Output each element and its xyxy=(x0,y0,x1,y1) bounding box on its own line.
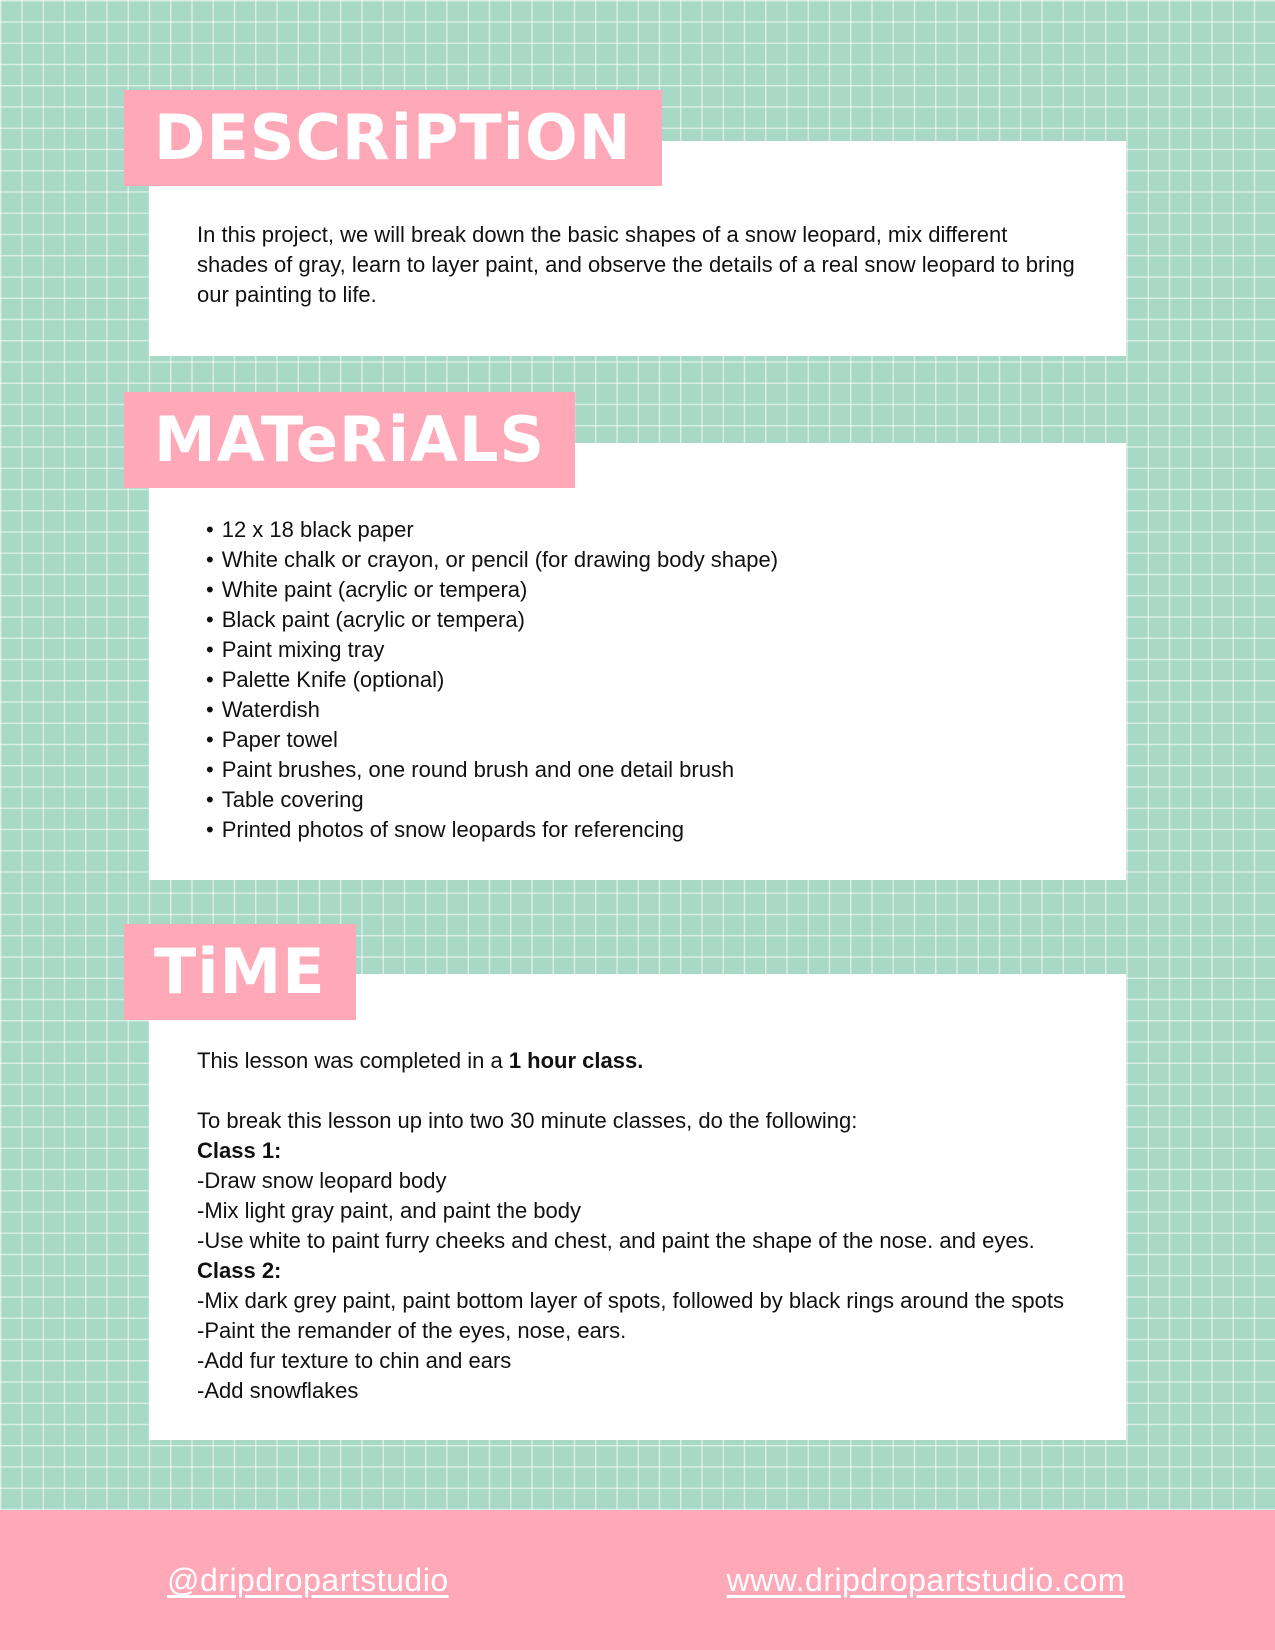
class2-step: -Add fur texture to chin and ears xyxy=(197,1348,512,1373)
list-item: • Paint mixing tray xyxy=(206,635,1078,665)
time-heading: TiME xyxy=(124,924,356,1020)
class2-step: -Paint the remander of the eyes, nose, ears. xyxy=(197,1318,627,1343)
list-item: • White chalk or crayon, or pencil (for drawing body shape) xyxy=(206,545,1078,575)
list-item: • Paper towel xyxy=(206,725,1078,755)
spacer xyxy=(197,1076,1078,1106)
website-link[interactable]: www.dripdropartstudio.com xyxy=(726,1562,1125,1598)
time-card xyxy=(149,974,1126,1440)
time-break-intro: To break this lesson up into two 30 minute classes, do the following: xyxy=(197,1108,858,1133)
class1-step: -Use white to paint furry cheeks and chest, and paint the shape of the nose. and eyes. xyxy=(197,1228,1035,1253)
list-item: • Paint brushes, one round brush and one detail brush xyxy=(206,755,1078,785)
class2-label: Class 2: xyxy=(197,1258,282,1283)
time-intro-text: This lesson was completed in a xyxy=(197,1048,509,1073)
time-intro-duration: 1 hour class. xyxy=(508,1048,644,1073)
social-handle-link[interactable]: @dripdropartstudio xyxy=(167,1562,449,1598)
class1-step: -Draw snow leopard body xyxy=(197,1168,447,1193)
list-item: • Table covering xyxy=(206,785,1078,815)
list-item: • 12 x 18 black paper xyxy=(206,515,1078,545)
list-item: • White paint (acrylic or tempera) xyxy=(206,575,1078,605)
description-heading: DESCRiPTiON xyxy=(124,90,662,186)
footer xyxy=(0,1510,1275,1650)
class2-step: -Add snowflakes xyxy=(197,1378,359,1403)
list-item: • Black paint (acrylic or tempera) xyxy=(206,605,1078,635)
class1-label: Class 1: xyxy=(197,1138,282,1163)
class1-step: -Mix light gray paint, and paint the body xyxy=(197,1198,582,1223)
list-item: • Waterdish xyxy=(206,695,1078,725)
materials-heading: MATeRiALS xyxy=(124,392,575,488)
description-text: In this project, we will break down the basic shapes of a snow leopard, mix different shades of gray, learn to layer paint, and observe the details of a real snow leopard to bring our painting to life. xyxy=(197,222,1075,307)
materials-card xyxy=(149,443,1126,880)
time-intro xyxy=(197,1046,1078,1076)
list-item: • Palette Knife (optional) xyxy=(206,665,1078,695)
materials-list xyxy=(197,515,1078,845)
list-item: • Printed photos of snow leopards for referencing xyxy=(206,815,1078,845)
class2-step: -Mix dark grey paint, paint bottom layer of spots, followed by black rings around the spots xyxy=(197,1288,1064,1313)
